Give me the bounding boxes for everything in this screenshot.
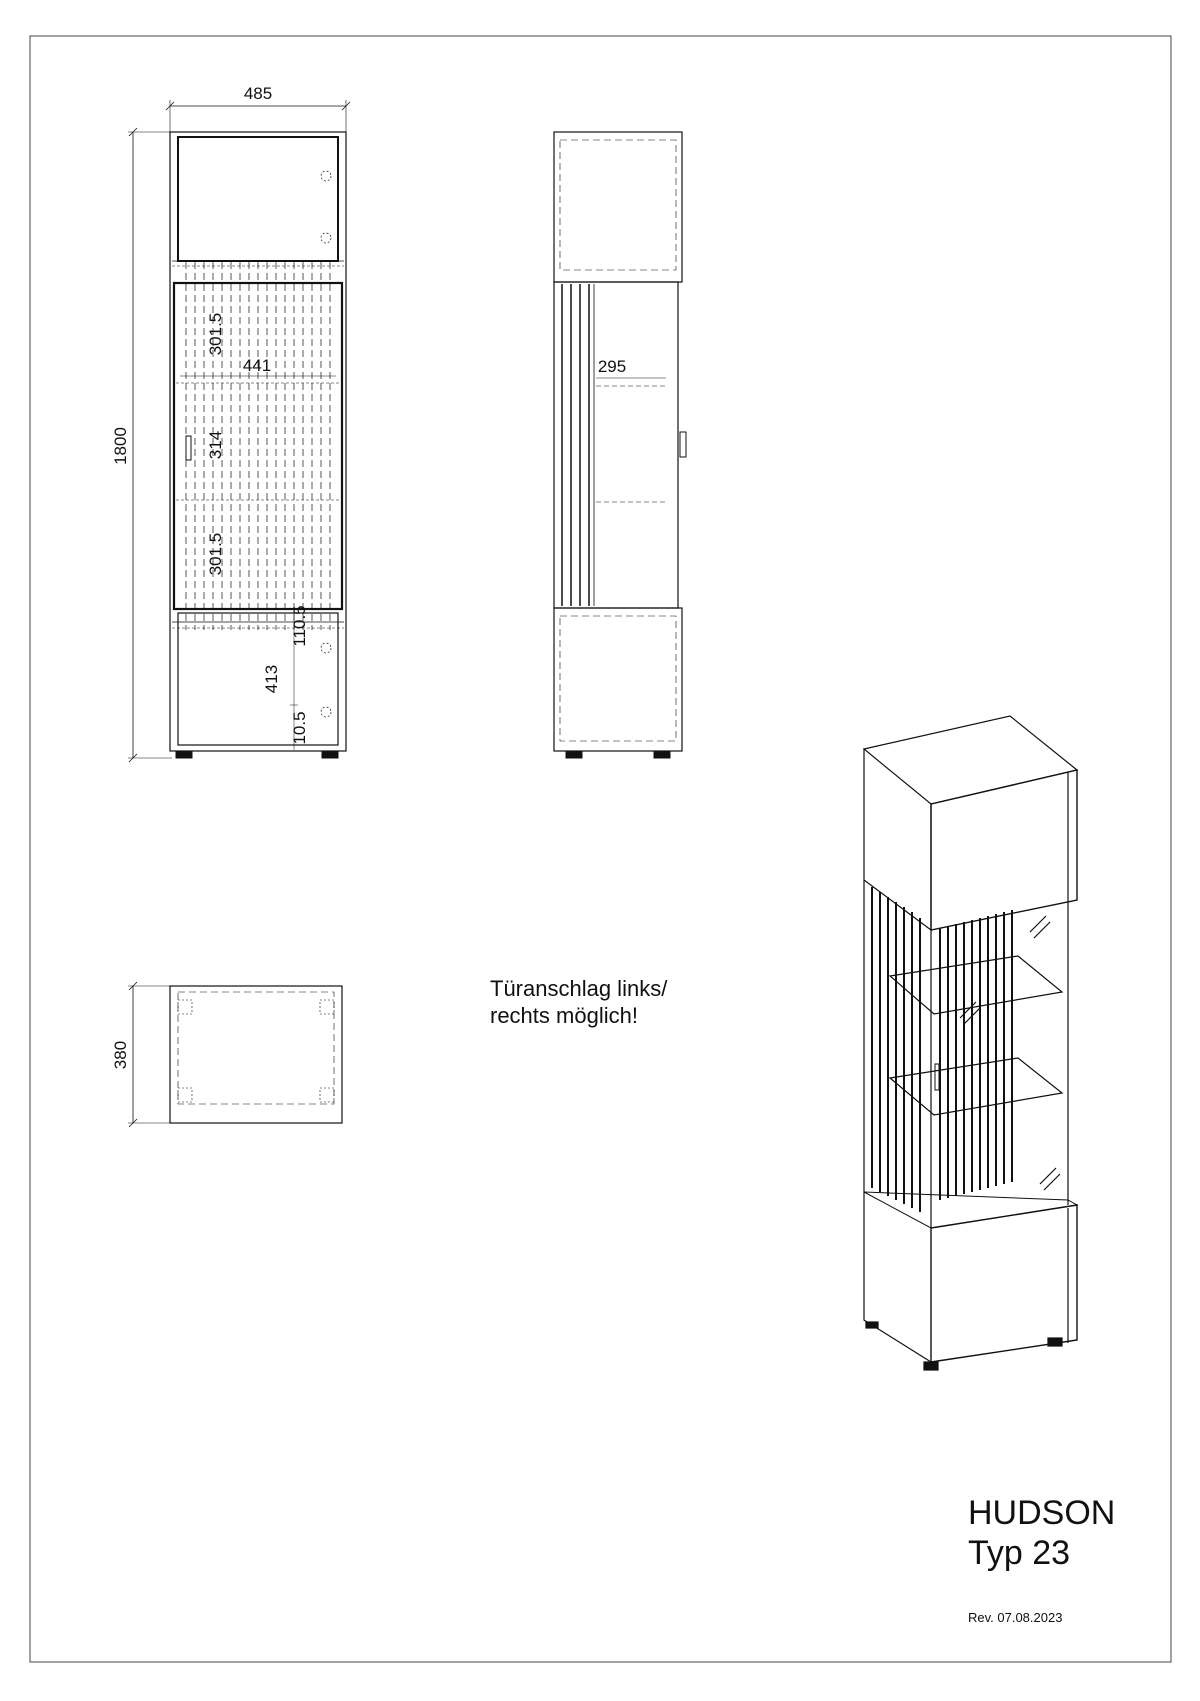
shelf-bottom-height-label: 301.5 — [206, 532, 225, 576]
revision-date: Rev. 07.08.2023 — [968, 1610, 1063, 1625]
product-type: Typ 23 — [968, 1534, 1071, 1572]
side-view-labels — [598, 357, 626, 376]
shelf-mid-height-label: 314 — [206, 430, 225, 460]
sheet-border — [30, 36, 1171, 1662]
title-block — [968, 1493, 1115, 1573]
depth-dimension-label: 380 — [111, 1040, 130, 1070]
front-view-labels — [111, 84, 309, 745]
door-hinge-note-line1: Türanschlag links/ — [490, 976, 668, 1001]
side-view — [554, 132, 686, 758]
top-view — [128, 982, 342, 1127]
inner-width-label: 441 — [242, 356, 272, 375]
product-name: HUDSON — [968, 1494, 1116, 1532]
height-dimension-label: 1800 — [111, 427, 130, 465]
door-hinge-note-line2: rechts möglich! — [490, 1003, 638, 1028]
front-view — [128, 100, 350, 762]
door-hinge-note — [490, 975, 667, 1029]
shelf-top-height-label: 301.5 — [206, 312, 225, 356]
shelf-depth-label: 295 — [597, 357, 627, 376]
width-dimension-label: 485 — [243, 84, 273, 103]
plinth-gap-label: 110.5 — [290, 605, 309, 647]
isometric-view — [864, 716, 1077, 1370]
foot-height-label: 10.5 — [290, 711, 309, 745]
top-view-labels — [111, 1041, 130, 1069]
lower-door-height-label: 413 — [262, 664, 281, 694]
